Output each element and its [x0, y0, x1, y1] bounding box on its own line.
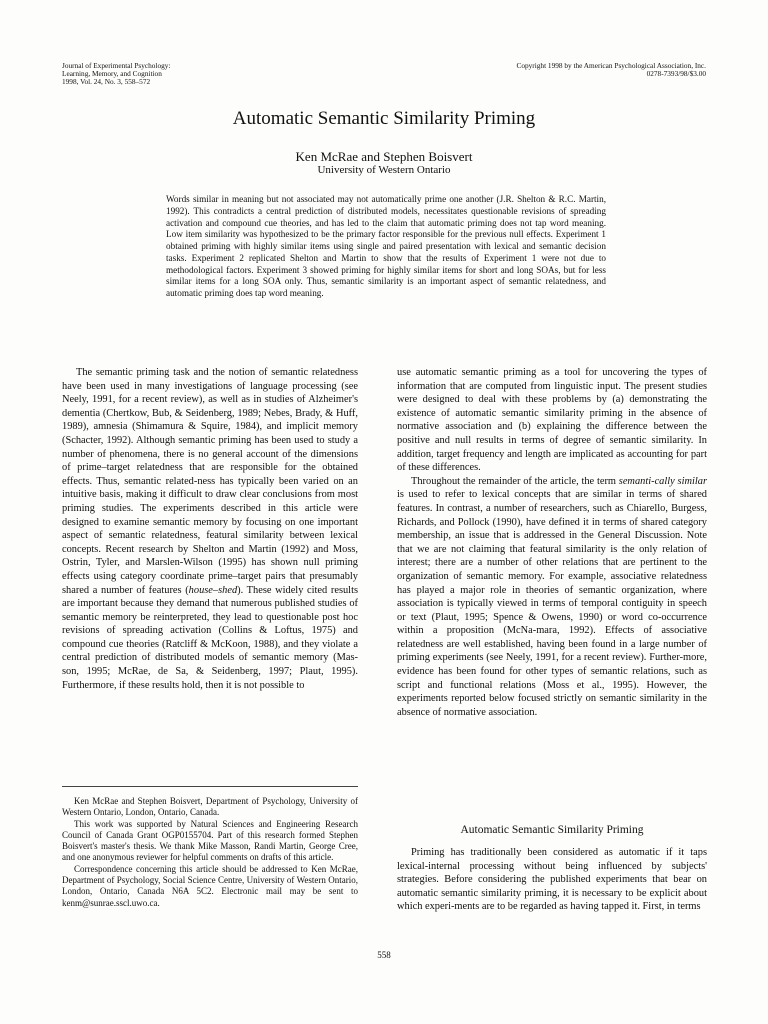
- intro-paragraph: [62, 366, 358, 692]
- journal-name-line: Journal of Experimental Psychology:: [62, 61, 171, 70]
- section-first-paragraph: Priming has traditionally been considered as automatic if it taps lexical-internal processing without being influenced by subjects' strategies. Before considering the published experiments that bear on automatic semantic similarity priming, it is necessary to be explicit about which experi-ments are to be regarded as having tapped it. First, in terms: [397, 847, 707, 913]
- author-footnotes: [62, 796, 358, 909]
- footnote-funding: This work was supported by Natural Sciences and Engineering Research Council of Canada Grant OGP0155704. Part of this research formed Stephen Boisvert's master's thesis. We thank Mike Masson, Randi Martin, George Cree, and one anonymous reviewer for helpful comments on drafts of this article.: [62, 818, 358, 863]
- terminology-paragraph: [397, 475, 707, 720]
- journal-citation: [62, 62, 322, 86]
- body-column-left: [62, 366, 358, 692]
- footnote-divider: [62, 786, 358, 787]
- footnote-correspondence: Correspondence concerning this article should be addressed to Ken McRae, Department of Psychology, Social Science Centre, University of Western Ontario, London, Ontario, Canada N6A 5C2. Electronic mail may be sent to kenm@sunrae.sscl.uwo.ca.: [62, 863, 358, 908]
- issn-line: 0278-7393/98/$3.00: [646, 69, 706, 78]
- footnote-affiliation: Ken McRae and Stephen Boisvert, Department of Psychology, University of Western Ontario, London, Ontario, Canada.: [62, 796, 358, 818]
- section-heading: Automatic Semantic Similarity Priming: [460, 824, 644, 836]
- journal-volume-line: 1998, Vol. 24, No. 3, 558–572: [62, 77, 151, 86]
- intro-text-part-1: The semantic priming task and the notion of semantic relatedness have been used in many investigations of language processing (see Neely, 1991, for a recent review), as well as in studies of Alzheimer's dementia (Chertkow, Bub, & Seidenberg, 1989; Nebes, Brady, & Huff, 1989), amnesia (Shimamura & Squire, 1984), and implicit memory (Schacter, 1992). Although semantic priming has been used to study a number of phenomena, there is no general account of the dimensions of prime–target relatedness that are responsible for the obtained effects. Thus, semantic related-ness has typically been varied on an intuitive basis, making it difficult to draw clear conclusions from most priming studies. The experiments described in this article were designed to examine semantic memory by focusing on one important aspect of semantic relatedness, featural similarity between lexical concepts. Recent research by Shelton and Martin (1992) and Moss, Ostrin, Tyler, and Marslen-Wilson (1995) has shown null priming effects using category coordinate prime–target pairs that presumably shared a number of features (: [62, 367, 358, 596]
- copyright-line: Copyright 1998 by the American Psychological Association, Inc.: [516, 61, 706, 70]
- continuation-paragraph: use automatic semantic priming as a tool for uncovering the types of information that are computed from linguistic input. The present studies were designed to deal with these problems by (a) demonstrating the existence of automatic semantic similarity priming in the absence of normative association and (b) explaining the difference between the positive and null results in terms of degree of semantic similarity. In addition, target frequency and length are implicated as accounting for part of these differences.: [397, 367, 707, 474]
- page-number: 558: [377, 950, 391, 960]
- journal-subtitle-line: Learning, Memory, and Cognition: [62, 69, 162, 78]
- section-body: [397, 846, 707, 914]
- abstract: Words similar in meaning but not associated may not automatically prime one another (J.R. Shelton & R.C. Martin, 1992). This contradicts a central prediction of distributed models, necessitates questionable revisions of spreading activation and compound cue theories, and has led to the claim that automatic priming does not tap word meaning. Low item similarity was hypothesized to be the primary factor responsible for the previous null effects. Experiment 1 obtained priming with highly similar items using single and paired presentation with lexical and semantic decision tasks. Experiment 2 replicated Shelton and Martin to show that the results of Experiment 1 were not due to methodological factors. Experiment 3 showed priming for highly similar items for short and long SOAs, but for less similar items for a long SOA only. Thus, semantic similarity is an important aspect of semantic relatedness, and automatic priming does tap word meaning.: [166, 194, 606, 298]
- terminology-text-part-1: Throughout the remainder of the article, the term: [411, 475, 619, 487]
- intro-example-pair: house–shed: [188, 584, 238, 596]
- body-column-right: [397, 366, 707, 719]
- copyright-notice: [406, 62, 706, 78]
- terminology-text-part-2: is used to refer to lexical concepts that are similar in terms of shared features. In contrast, a number of researchers, such as Chiarello, Burgess, Richards, and Pollock (1990), have defined it in terms of shared category membership, an issue that is addressed in the General Discussion. Note that we are not claiming that featural similarity is the only relation of interest; there are a number of other relations that are pertinent to the organization of semantic memory. For example, associative relatedness has played a major role in theories of semantic organization, where association is typically viewed in terms of temporal contiguity in speech or text (Plaut, 1995; Spence & Owens, 1990) or word co-occurrence within a proposition (McNa-mara, 1992). Effects of associative relatedness are well established, having been found in a large number of priming experiments (see Neely, 1991, for a recent review). Further-more, evidence has been found for other types of semantic relations, such as script and functional relations (Moss et al., 1995). However, the experiments reported below focused strictly on semantic similarity in the absence of normative association.: [397, 489, 707, 718]
- article-authors: Ken McRae and Stephen Boisvert: [295, 149, 473, 164]
- term-semantically-similar: semanti-cally similar: [618, 475, 707, 487]
- intro-text-part-2: ). These widely cited results are important because they demand that numerous published studies of semantic memory be reinterpreted, they lead to questionable post hoc revisions of spreading activation (Collins & Loftus, 1975) and compound cue theories (Ratcliff & McKoon, 1988), and they violate a central prediction of distributed models of semantic memory (Mas-son, 1995; McRae, de Sa, & Seidenberg, 1997; Plaut, 1995). Furthermore, if these results hold, then it is not possible to: [62, 584, 358, 691]
- article-title: Automatic Semantic Similarity Priming: [232, 108, 536, 129]
- author-affiliation: University of Western Ontario: [317, 164, 451, 176]
